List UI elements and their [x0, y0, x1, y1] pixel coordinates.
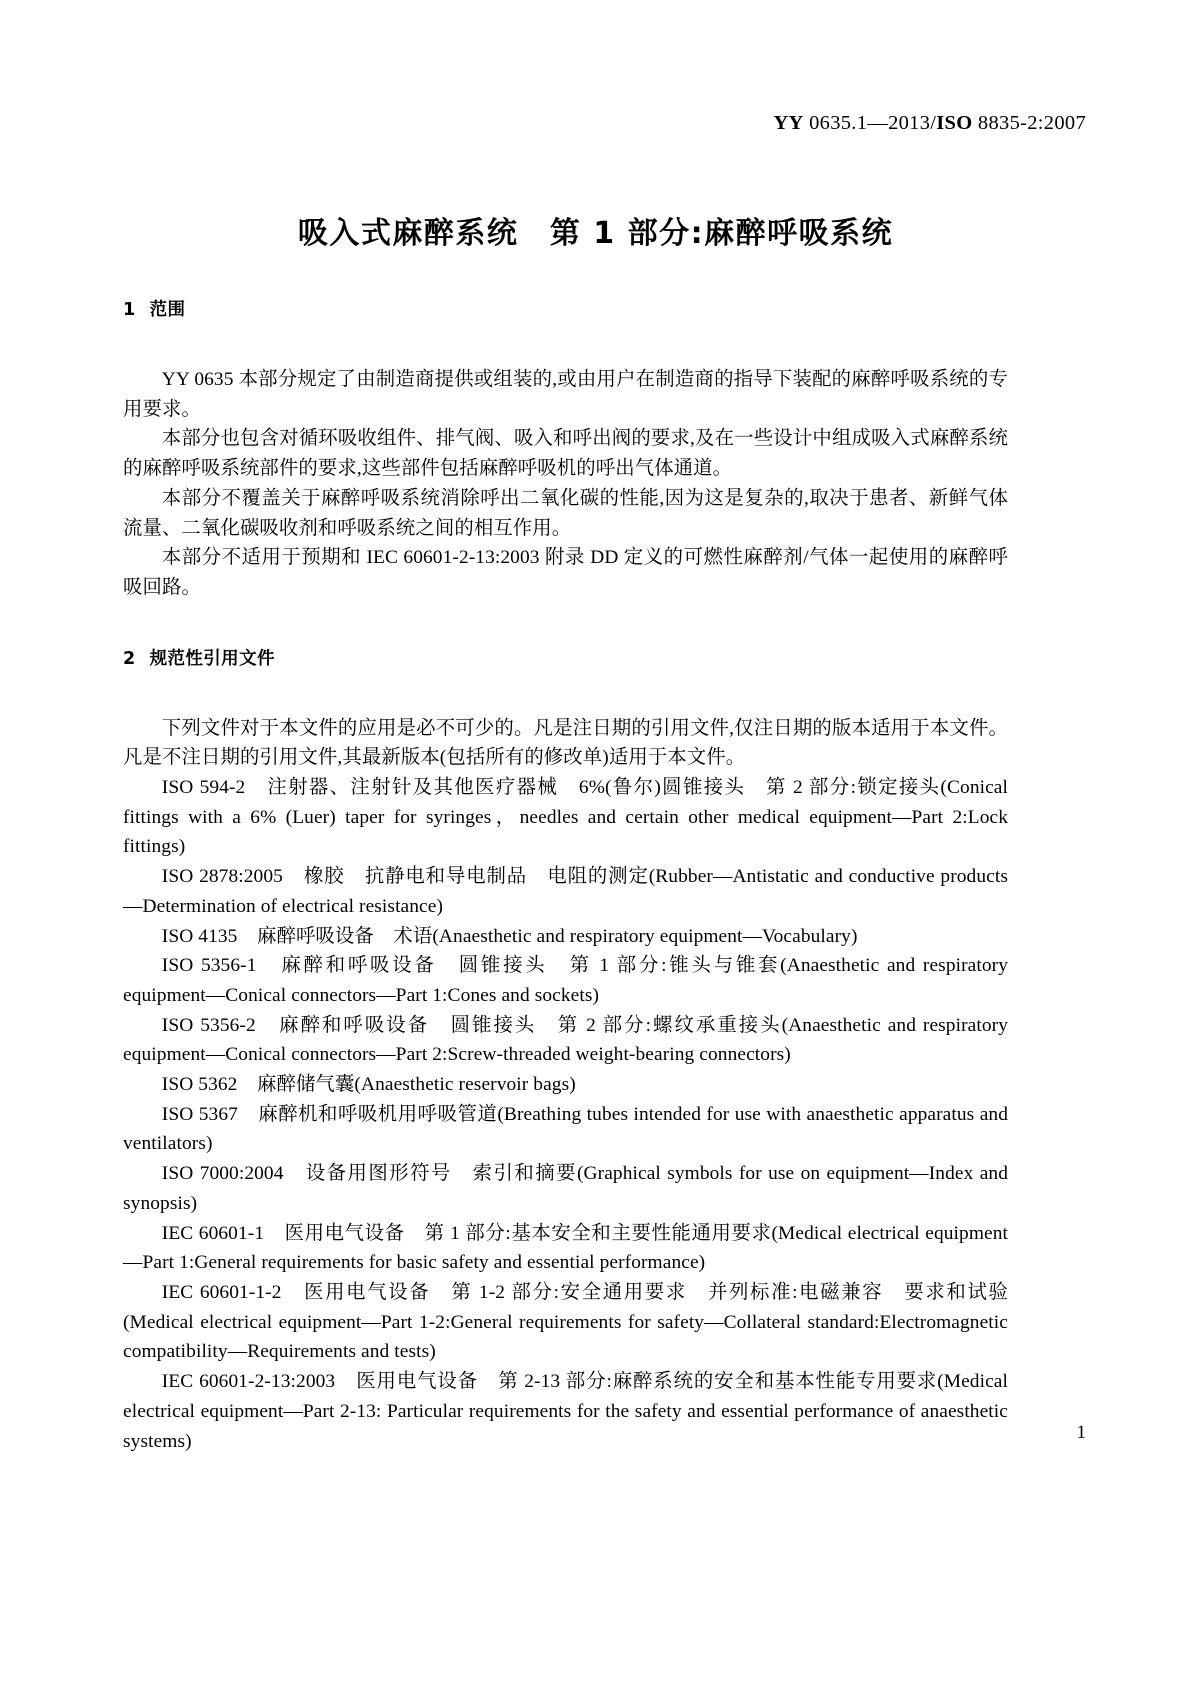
paragraph: 本部分也包含对循环吸收组件、排气阀、吸入和呼出阀的要求,及在一些设计中组成吸入式麻醉系统的麻醉呼吸系统部件的要求,这些部件包括麻醉呼吸机的呼出气体通道。 [123, 428, 1008, 480]
reference-item: ISO 5367 麻醉机和呼吸机用呼吸管道(Breathing tubes intended for use with anaesthetic apparatus and ventilators) [123, 1103, 1008, 1155]
reference-item: ISO 5356-2 麻醉和呼吸设备 圆锥接头 第 2 部分:螺纹承重接头(Anaesthetic and respiratory equipment—Conical connectors—Part 2:Screw-threaded weight-bearing connectors) [123, 1014, 1008, 1066]
section-number-2: 2 [123, 648, 136, 669]
reference-item: ISO 594-2 注射器、注射针及其他医疗器械 6%(鲁尔)圆锥接头 第 2 部分:锁定接头(Conical fittings with a 6% (Luer) taper for syringes，needles and certain other medical equipment—Part 2:Lock fittings) [123, 777, 1008, 858]
header-iso-number: 8835-2:2007 [972, 112, 1086, 134]
reference-item: ISO 5356-1 麻醉和呼吸设备 圆锥接头 第 1 部分:锥头与锥套(Anaesthetic and respiratory equipment—Conical connectors—Part 1:Cones and sockets) [123, 955, 1008, 1006]
paragraph: 本部分不覆盖关于麻醉呼吸系统消除呼出二氧化碳的性能,因为这是复杂的,取决于患者、新鲜气体流量、二氧化碳吸收剂和呼吸系统之间的相互作用。 [123, 487, 1008, 539]
reference-item: ISO 5362 麻醉储气囊(Anaesthetic reservoir bags) [161, 1074, 576, 1096]
paragraph: 本部分不适用于预期和 IEC 60601-2-13:2003 附录 DD 定义的可燃性麻醉剂/气体一起使用的麻醉呼吸回路。 [123, 547, 1008, 598]
reference-item: IEC 60601-1-2 医用电气设备 第 1-2 部分:安全通用要求 并列标准:电磁兼容 要求和试验(Medical electrical equipment—Part 1-2:General requirements for safety—Collateral standard:Electromagnetic compatibility—Requirements and tests) [123, 1281, 1008, 1363]
section-number-1: 1 [123, 300, 136, 320]
document-body [123, 300, 1008, 1456]
running-header [773, 112, 1086, 135]
header-std-prefix: YY [773, 112, 804, 134]
reference-item: ISO 7000:2004 设备用图形符号 索引和摘要(Graphical symbols for use on equipment—Index and synopsis) [123, 1163, 1008, 1214]
section-title-2: 规范性引用文件 [149, 648, 275, 669]
paragraph: 下列文件对于本文件的应用是必不可少的。凡是注日期的引用文件,仅注日期的版本适用于本文件。凡是不注日期的引用文件,其最新版本(包括所有的修改单)适用于本文件。 [123, 717, 1008, 769]
reference-item: ISO 2878:2005 橡胶 抗静电和导电制品 电阻的测定(Rubber—Antistatic and conductive products—Determination of electrical resistance) [123, 866, 1008, 917]
section-title-1: 范围 [149, 300, 186, 320]
reference-item: IEC 60601-1 医用电气设备 第 1 部分:基本安全和主要性能通用要求(Medical electrical equipment—Part 1:General requirements for basic safety and essential performance) [123, 1222, 1008, 1274]
header-std-number: 0635.1—2013/ [809, 112, 937, 134]
paragraph: YY 0635 本部分规定了由制造商提供或组装的,或由用户在制造商的指导下装配的麻醉呼吸系统的专用要求。 [123, 369, 1008, 420]
section-heading-2 [123, 649, 1008, 670]
page-number: 1 [1076, 1422, 1086, 1443]
section-heading-1 [123, 300, 1008, 321]
reference-item: ISO 4135 麻醉呼吸设备 术语(Anaesthetic and respiratory equipment—Vocabulary) [161, 925, 858, 947]
reference-item: IEC 60601-2-13:2003 医用电气设备 第 2-13 部分:麻醉系统的安全和基本性能专用要求(Medical electrical equipment—Part 2-13: Particular requirements for the safety and essential performance of anaesthetic systems) [123, 1371, 1008, 1452]
header-iso-prefix: ISO [936, 112, 973, 134]
page-title: 吸入式麻醉系统 第 1 部分:麻醉呼吸系统 [297, 216, 894, 251]
